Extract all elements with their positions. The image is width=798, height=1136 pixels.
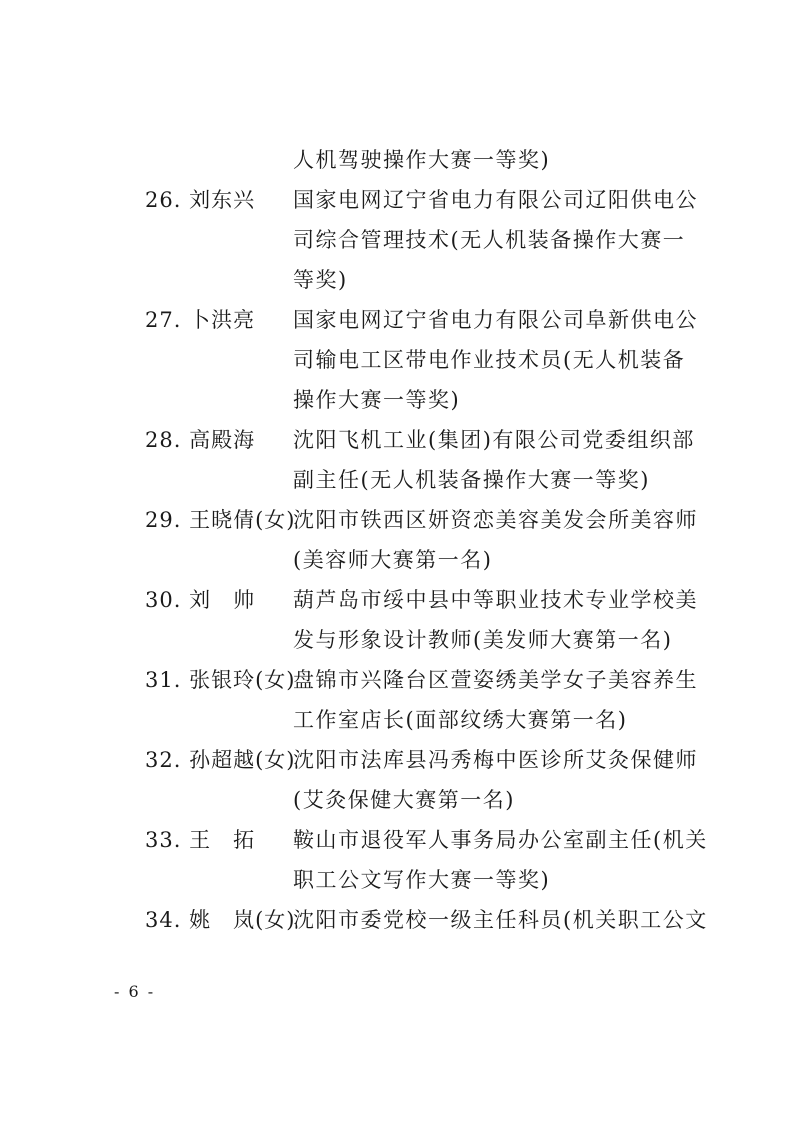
entry-name: 33. 王 拓 — [145, 828, 256, 852]
entry-description-line: 国家电网辽宁省电力有限公司辽阳供电公 — [293, 188, 698, 212]
entry-description-line: 工作室店长(面部纹绣大赛第一名) — [293, 708, 628, 732]
list-item — [145, 500, 698, 580]
entry-description-line: 国家电网辽宁省电力有限公司阜新供电公 — [293, 308, 698, 332]
award-list — [145, 140, 708, 940]
list-item — [145, 580, 698, 660]
entry-name: 30. 刘 帅 — [145, 588, 256, 612]
entry-description-line: 操作大赛一等奖) — [293, 388, 461, 412]
list-item — [145, 420, 695, 500]
entry-description-line: 葫芦岛市绥中县中等职业技术专业学校美 — [293, 588, 698, 612]
entry-description-line: 沈阳市委党校一级主任科员(机关职工公文 — [293, 908, 708, 932]
entry-description-line: 职工公文写作大赛一等奖) — [293, 868, 551, 892]
entry-name: 31. 张银玲(女) — [145, 668, 296, 692]
entry-description-line: 沈阳市法库县冯秀梅中医诊所艾灸保健师 — [293, 748, 698, 772]
entry-description-line: 等奖) — [293, 268, 348, 292]
entry-name: 28. 高殿海 — [145, 428, 256, 452]
list-item — [145, 740, 698, 820]
entry-description-line: (艾灸保健大赛第一名) — [293, 788, 515, 812]
entry-name: 32. 孙超越(女) — [145, 748, 296, 772]
list-item — [145, 660, 698, 740]
entry-name: 34. 姚 岚(女) — [145, 908, 296, 932]
entry-description-line: 司输电工区带电作业技术员(无人机装备 — [293, 348, 686, 372]
entry-description-line: 人机驾驶操作大赛一等奖) — [293, 148, 551, 172]
entry-description-line: 盘锦市兴隆台区萱姿绣美学女子美容养生 — [293, 668, 698, 692]
list-item — [145, 820, 708, 900]
entry-name: 29. 王晓倩(女) — [145, 508, 296, 532]
list-item — [145, 180, 698, 300]
entry-description-line: 沈阳市铁西区妍资恋美容美发会所美容师 — [293, 508, 698, 532]
list-item — [145, 900, 708, 940]
entry-name: 26. 刘东兴 — [145, 188, 256, 212]
entry-description-line: (美容师大赛第一名) — [293, 548, 493, 572]
entry-description-line: 沈阳飞机工业(集团)有限公司党委组织部 — [293, 428, 695, 452]
page-number: - 6 - — [114, 982, 156, 1001]
entry-description-line: 司综合管理技术(无人机装备操作大赛一 — [293, 228, 686, 252]
entry-description-line: 发与形象设计教师(美发师大赛第一名) — [293, 628, 673, 652]
entry-description-line: 副主任(无人机装备操作大赛一等奖) — [293, 468, 650, 492]
entry-description-line: 鞍山市退役军人事务局办公室副主任(机关 — [293, 828, 708, 852]
continuation-entry — [145, 140, 685, 180]
entry-name: 27. 卜洪亮 — [145, 308, 256, 332]
list-item — [145, 300, 698, 420]
